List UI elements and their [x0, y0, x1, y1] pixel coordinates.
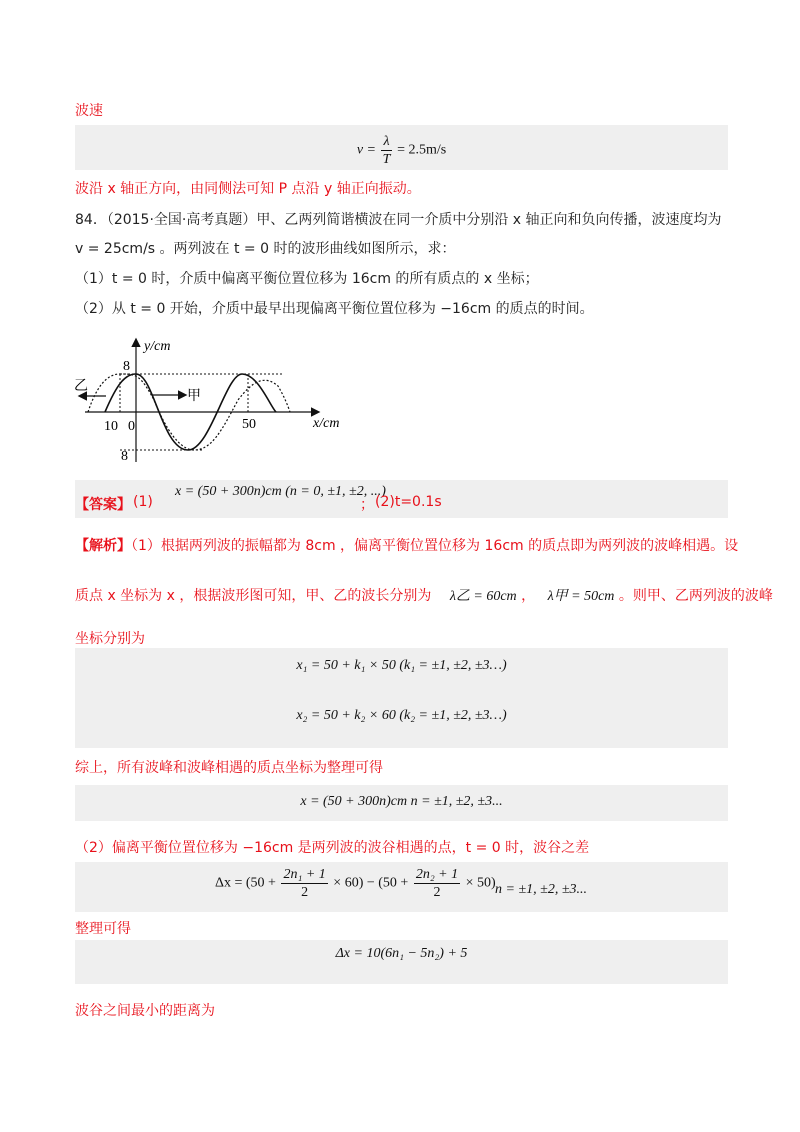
answer-part-2: (2)t=0.1s	[375, 494, 442, 510]
wave-yi-label: 乙	[74, 379, 88, 394]
part2-line: （2）偏离平衡位置位移为 −16cm 是两列波的波谷相遇的点，t = 0 时，波谷之差	[75, 840, 590, 856]
last-line: 波谷之间最小的距离为	[75, 1003, 215, 1019]
summary-line: 综上，所有波峰和波峰相遇的质点坐标为整理可得	[75, 760, 383, 776]
eq-dx2-box	[75, 940, 728, 984]
tidy-line: 整理可得	[75, 921, 131, 937]
wave-speed-formula: v = $\frac{\lambda}{T}$ = 2.5m/s	[356, 134, 447, 167]
wave-figure	[70, 330, 360, 470]
eq-x2: x₂ = 50 + k₂ × 60 (k₂ = ±1, ±2, ±3…)	[296, 708, 507, 723]
analysis-line-1: 【解析】（1）根据两列波的振幅都为 8cm ，偏离平衡位置位移为 16cm 的质点即为两列波的波峰相遇。设	[75, 538, 739, 554]
wave-speed-label: 波速	[75, 103, 103, 119]
problem-line-1: 84．（2015·全国·高考真题）甲、乙两列简谐横波在同一介质中分别沿 x 轴正向和负向传播，波速度均为	[75, 212, 722, 228]
wave-jia-label: 甲	[187, 389, 201, 404]
eq-dx: Δx = (50 + $\frac{\text{2n₁ + 1}}{2}$ × 60) − (50 + $\frac{\text{2n₂ + 1}}{2}$ × 50)	[215, 867, 496, 900]
eq-x-box	[75, 785, 728, 821]
answer-formula-1: x = (50 + 300n)cm (n = 0, ±1, ±2, ...)	[175, 484, 386, 499]
analysis-line-2: 质点 x 坐标为 x ，根据波形图可知，甲、乙的波长分别为 λ乙 = 60cm ， λ甲 = 50cm 。则甲、乙两列波的波峰	[75, 588, 773, 604]
answer-label: 【答案】	[75, 497, 131, 513]
direction-text: 波沿 x 轴正方向，由同侧法可知 P 点沿 y 轴正向振动。	[75, 181, 421, 197]
wave-speed-formula-box	[75, 125, 728, 170]
y-bottom-label: 8	[121, 449, 128, 464]
eq-dx-n: n = ±1, ±2, ±3...	[495, 882, 587, 897]
analysis-line-3: 坐标分别为	[75, 631, 145, 647]
y-axis-label: y/cm	[144, 339, 171, 354]
x-neg-label: 10	[104, 419, 118, 434]
y-top-label: 8	[123, 359, 130, 374]
problem-line-2: v = 25cm/s 。两列波在 t = 0 时的波形曲线如图所示，求：	[75, 241, 456, 257]
x-axis-label: x/cm	[313, 416, 340, 431]
x-50-label: 50	[242, 417, 256, 432]
eq-x1: x₁ = 50 + k₁ × 50 (k₁ = ±1, ±2, ±3…)	[296, 658, 507, 673]
answer-box: 【答案】 (1) x = (50 + 300n)cm (n = 0, ±1, ±2, ...) ； (2)t=0.1s	[75, 480, 728, 518]
crest-equations-box	[75, 648, 728, 748]
eq-dx2: Δx = 10(6n₁ − 5n₂) + 5	[335, 946, 468, 961]
problem-line-4: （2）从 t = 0 开始，介质中最早出现偏离平衡位置位移为 −16cm 的质点的时间。	[75, 301, 594, 317]
eq-dx-box	[75, 862, 728, 912]
eq-x: x = (50 + 300n)cm n = ±1, ±2, ±3...	[300, 794, 503, 809]
problem-line-3: （1）t = 0 时，介质中偏离平衡位置位移为 16cm 的所有质点的 x 坐标；	[75, 271, 539, 287]
x-zero-label: 0	[128, 419, 135, 434]
